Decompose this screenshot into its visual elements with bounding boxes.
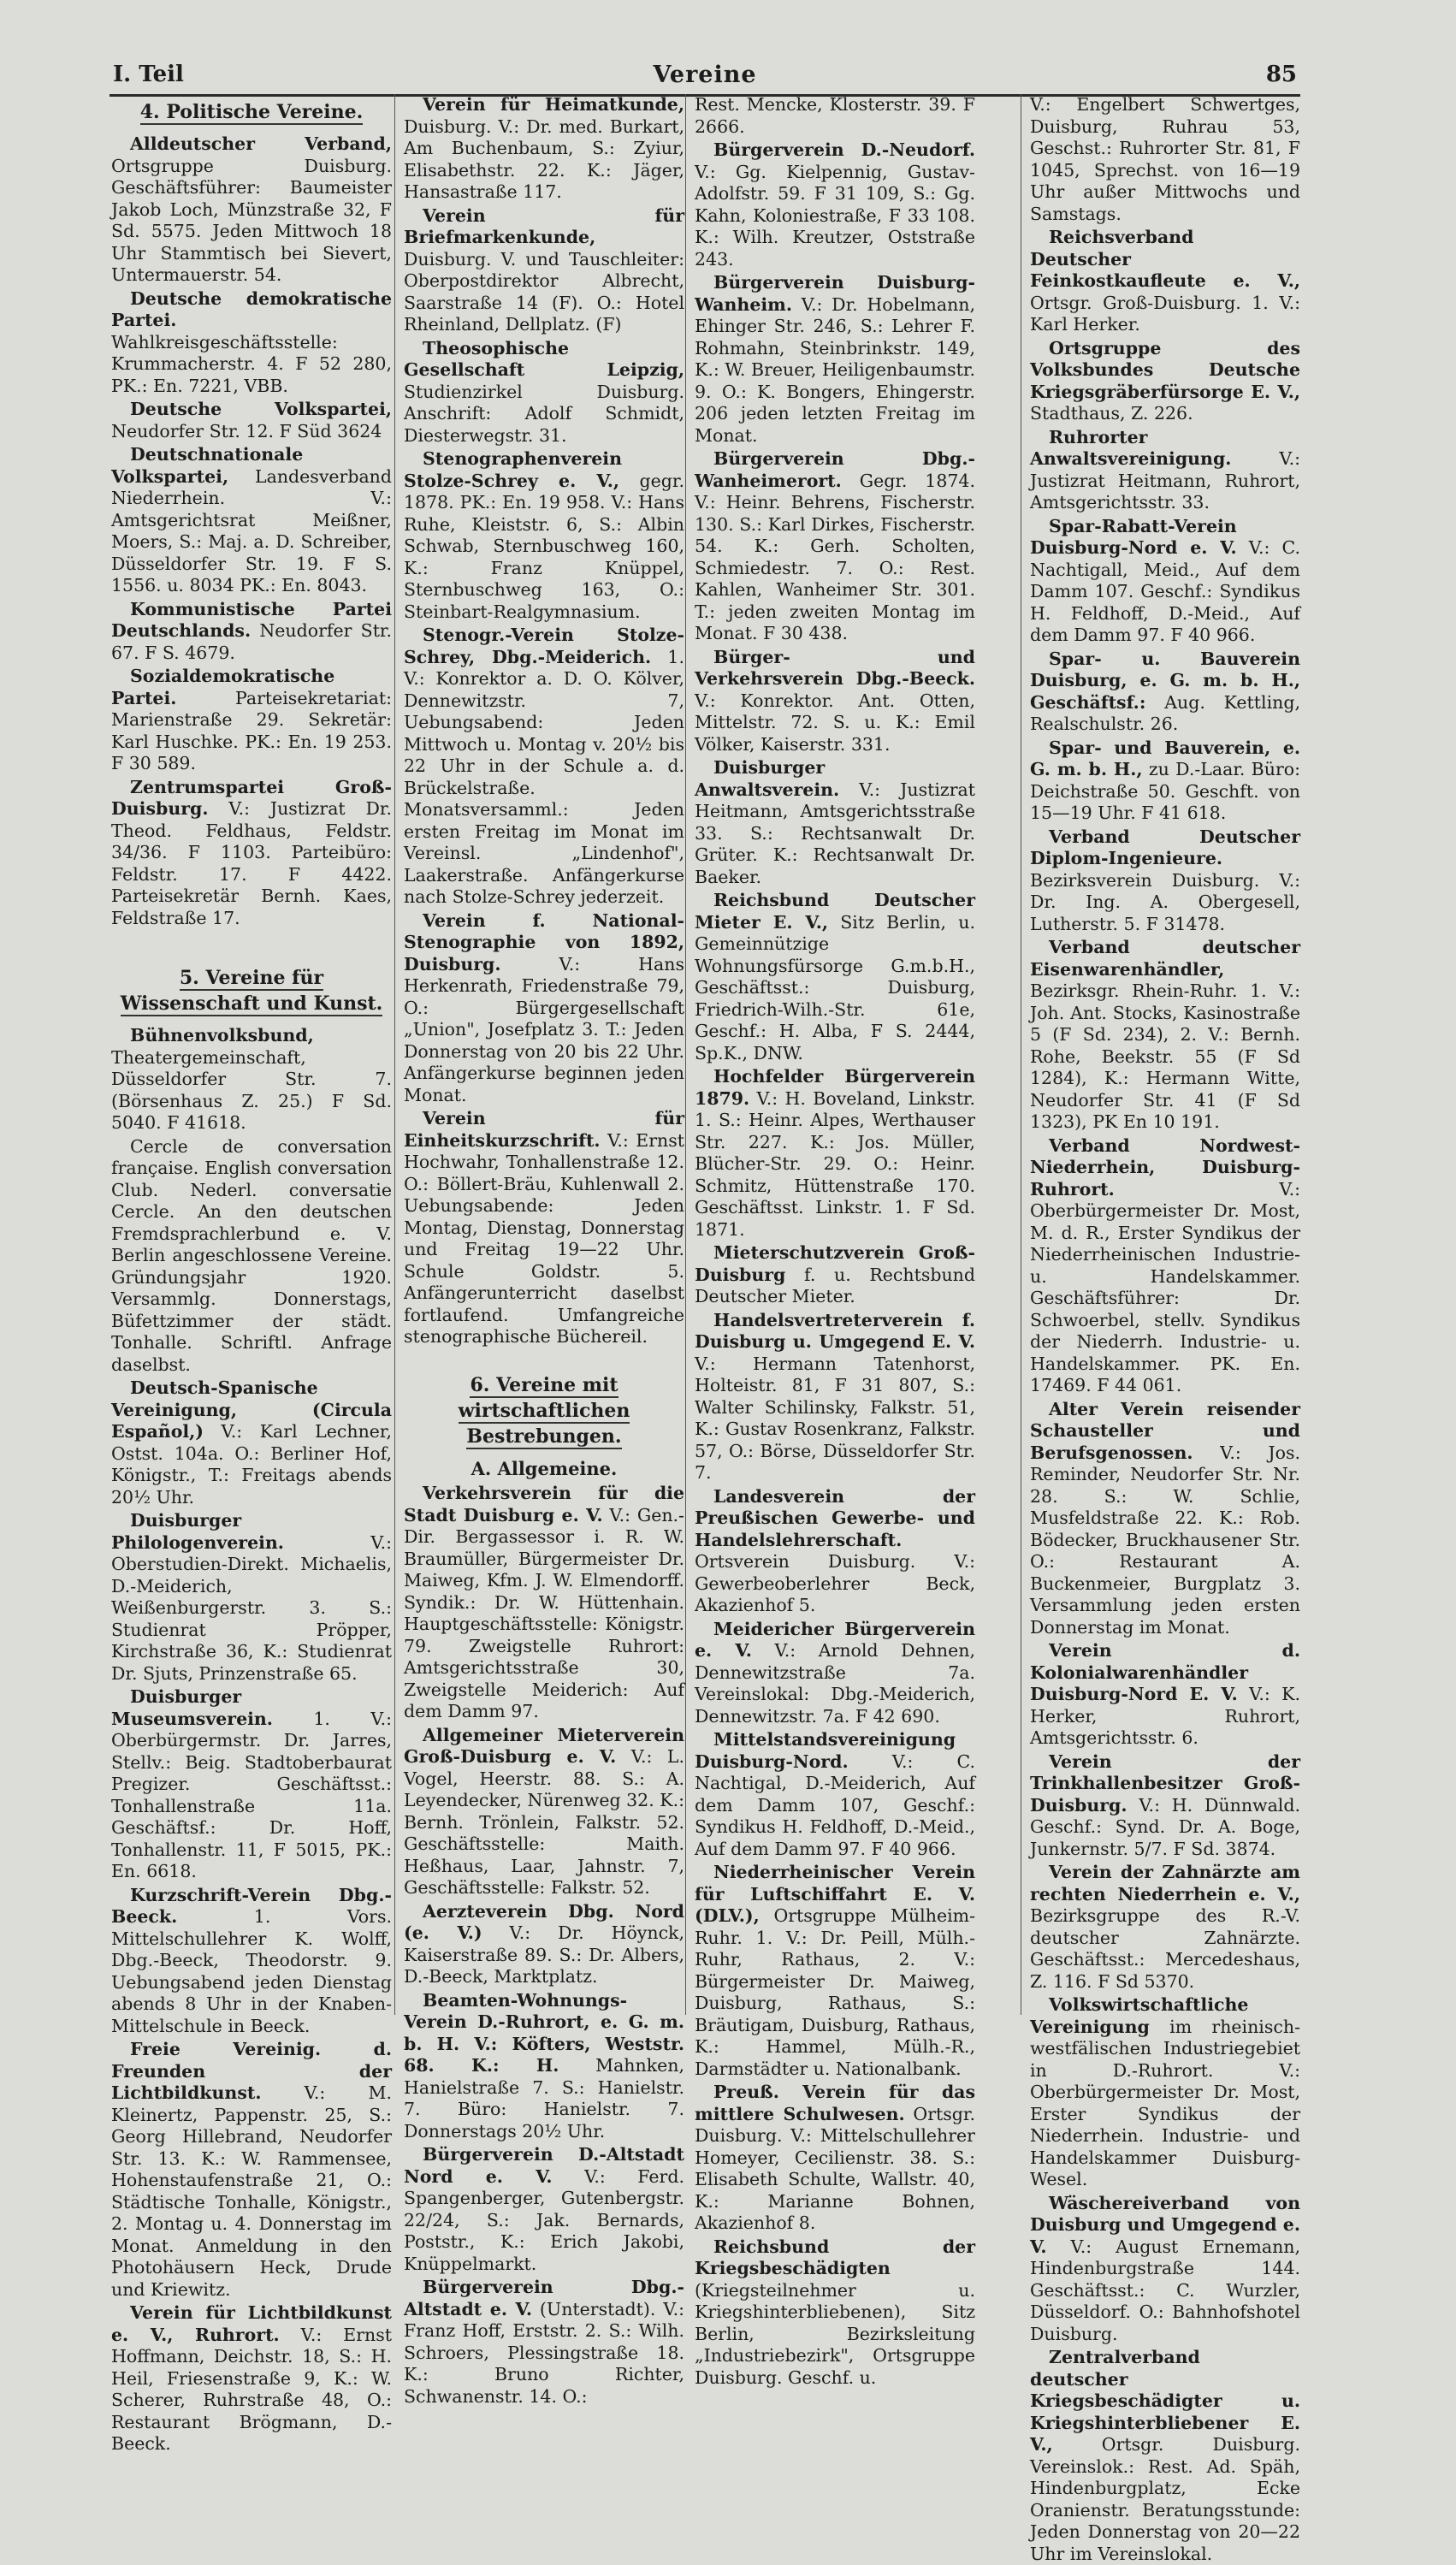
column-4 xyxy=(1030,94,1301,2564)
entry: Ortsgruppe des Volksbundes Deutsche Kriegsgräberfürsorge E. V., Stadthaus, Z. 226. xyxy=(1030,337,1300,424)
entry: Verein der Trinkhallenbesitzer Groß-Duisburg. V.: H. Dünnwald. Geschf.: Synd. Dr. A. Boge, Junkernstr. 5/7. F Sd. 3874. xyxy=(1030,1750,1300,1859)
entry: Verein für Lichtbildkunst e. V., Ruhrort. V.: Ernst Hoffmann, Deichstr. 18, S.: H. Heil, Friesenstraße 9, K.: W. Scherer, Ruhrstraße 48, O.: Restaurant Brögmann, D.-Beeck. xyxy=(111,2302,392,2454)
entry: Zentralverband deutscher Kriegsbeschädigter u. Kriegshinterbliebener E. V., Ortsgr. Duisburg. Vereinslok.: Rest. Ad. Späh, Hindenburgplatz, Ecke Oranienstr. Beratungsstunde: Jeden Donnerstag von 20—22 Uhr im Vereinslokal. xyxy=(1030,2347,1300,2564)
entry: Alter Verein reisender Schausteller und Berufsgenossen. V.: Jos. Reminder, Neudorfer Str. Nr. 28. S.: W. Schlie, Musfeldstraße 22. K.: Rob. Bödecker, Bruckhausener Str. O.: Restaurant A. Buckenmeier, Burgplatz 3. Versammlung jeden ersten Donnerstag im Monat. xyxy=(1030,1398,1300,1638)
entry: Mieterschutzverein Groß-Duisburg f. u. Rechtsbund Deutscher Mieter. xyxy=(695,1242,975,1306)
entry: Stenogr.-Verein Stolze-Schrey, Dbg.-Meiderich. 1. V.: Konrektor a. D. O. Kölver, Dennewitzstr. 7, Uebungsabend: Jeden Mittwoch u. Montag v. 20½ bis 22 Uhr in der Schule a. d. Brückelstraße. Monatsversamml.: Jeden ersten Freitag im Monat im Vereinsl. „Lindenhof", Laakerstraße. Anfängerkurse nach Stolze-Schrey jederzeit. xyxy=(404,625,684,907)
entry: Spar-Rabatt-Verein Duisburg-Nord e. V. V.: C. Nachtigall, Meid., Auf dem Damm 107. Geschf.: Syndikus H. Feldhoff, D.-Meid., Auf dem Damm 97. F 40 966. xyxy=(1030,515,1300,645)
entry: Verband Deutscher Diplom-Ingenieure. Bezirksverein Duisburg. V.: Dr. Ing. A. Obergesell, Lutherstr. 5. F 31478. xyxy=(1030,826,1300,934)
entry: Ruhrorter Anwaltsvereinigung. V.: Justizrat Heitmann, Ruhrort, Amtsgerichtsstr. 33. xyxy=(1030,426,1300,512)
entry: Cercle de conversation française. English conversation Club. Nederl. conversatie Cercle. An den deutschen Fremdsprachlerbund e. V. Berlin angeschlossene Vereine. Gründungsjahr 1920. Versammlg. Donnerstags, Büfettzimmer der städt. Tonhalle. Schriftl. Anfrage daselbst. xyxy=(111,1135,392,1375)
entry: Kommunistische Partei Deutschlands. Neudorfer Str. 67. F S. 4679. xyxy=(111,598,392,663)
entry: Duisburger Anwaltsverein. V.: Justizrat Heitmann, Amtsgerichtsstraße 33. S.: Rechtsanwalt Dr. Grüter. K.: Rechtsanwalt Dr. Baeker. xyxy=(695,757,975,887)
section-heading: 6. Vereine mit wirtschaftlichen Bestrebungen. xyxy=(458,1373,630,1448)
page-header xyxy=(109,60,1300,97)
entry: Bürgerverein Dbg.-Altstadt e. V. (Unterstadt). V.: Franz Hoff, Erststr. 2. S.: Wilh. Schroers, Plessingstraße 18. K.: Bruno Richter, Schwanenstr. 14. O.: xyxy=(404,2277,684,2407)
entry: Verkehrsverein für die Stadt Duisburg e. V. V.: Gen.-Dir. Bergassessor i. R. W. Braumüller, Bürgermeister Dr. Maiweg, Kfm. J. W. Elmendorff. Syndik.: Dr. W. Hüttenhain. Hauptgeschäftsstelle: Königstr. 79. Zweigstelle Ruhrort: Amtsgerichtsstraße 30, Zweigstelle Meiderich: Auf dem Damm 97. xyxy=(404,1483,684,1721)
page-title: Vereine xyxy=(653,62,757,88)
entry: Bürgerverein D.-Neudorf. V.: Gg. Kielpennig, Gustav-Adolfstr. 59. F 31 109, S.: Gg. Kahn, Koloniestraße, F 33 108. K.: Wilh. Kreutzer, Oststraße 243. xyxy=(695,139,975,270)
entry: Bühnenvolksbund, Theatergemeinschaft, Düsseldorfer Str. 7. (Börsenhaus Z. 25.) F Sd. 5040. F 41618. xyxy=(111,1025,392,1133)
subsection-heading: A. Allgemeine. xyxy=(471,1457,618,1479)
entry: Verein f. National-Stenographie von 1892, Duisburg. V.: Hans Herkenrath, Friedenstraße 79, O.: Bürgergesellschaft „Union", Josefplatz 3. T.: Jeden Donnerstag von 20 bis 22 Uhr. Anfängerkurse beginnen jeden Monat. xyxy=(404,909,684,1105)
entry: Deutschnationale Volkspartei, Landesverband Niederrhein. V.: Amtsgerichtsrat Meißner, Moers, S.: Maj. a. D. Schreiber, Düsseldorfer Str. 19. F S. 1556. u. 8034 PK.: En. 8043. xyxy=(111,444,392,595)
entry: Allgemeiner Mieterverein Groß-Duisburg e. V. V.: L. Vogel, Heerstr. 88. S.: A. Leyendecker, Nürenweg 32. K.: Bernh. Trönlein, Falkstr. 52. Geschäftsstelle: Maith. Heßhaus, Laar, Jahnstr. 7, Geschäftsstelle: Falkstr. 52. xyxy=(404,1724,684,1898)
entry: Niederrheinischer Verein für Luftschiffahrt E. V. (DLV.), Ortsgruppe Mülheim-Ruhr. 1. V.: Dr. Peill, Mülh.-Ruhr, Rathaus, 2. V.: Bürgermeister Dr. Maiweg, Duisburg, Rathaus, S.: Bräutigam, Duisburg, Rathaus, K.: Hammel, Mülh.-R., Darmstädter u. Nationalbank. xyxy=(695,1862,975,2079)
entry: Alldeutscher Verband, Ortsgruppe Duisburg. Geschäftsführer: Baumeister Jakob Loch, Münzstraße 32, F Sd. 5575. Jeden Mittwoch 18 Uhr Stammtisch bei Sievert, Untermauerstr. 54. xyxy=(111,133,392,285)
entry: Verein d. Kolonialwarenhändler Duisburg-Nord E. V. V.: K. Herker, Ruhrort, Amtsgerichtsstr. 6. xyxy=(1030,1640,1301,1748)
entry: Verband Nordwest-Niederrhein, Duisburg-Ruhrort. V.: Oberbürgermeister Dr. Most, M. d. R., Erster Syndikus der Niederrheinischen Industrie- u. Handelskammer. Geschäftsführer: Dr. Schwoerbel, stellv. Syndikus der Niederrh. Industrie- u. Handelskammer. PK. En. 17469. F 44 061. xyxy=(1030,1134,1300,1395)
entry: Bürgerverein Duisburg-Wanheim. V.: Dr. Hobelmann, Ehinger Str. 246, S.: Lehrer F. Rohmahn, Steinbrinkstr. 149, K.: W. Breuer, Heiligenbaumstr. 9. O.: K. Bongers, Ehingerstr. 206 jeden letzten Freitag im Monat. xyxy=(695,272,975,446)
entry: Spar- und Bauverein, e. G. m. b. H., zu D.-Laar. Büro: Deichstraße 50. Geschft. von 15—19 Uhr. F 41 618. xyxy=(1030,737,1300,823)
entry: Spar- u. Bauverein Duisburg, e. G. m. b. H., Geschäftsf.: Aug. Kettling, Realschulstr. 26. xyxy=(1030,648,1300,734)
entry: Sozialdemokratische Partei. Parteisekretariat: Marienstraße 29. Sekretär: Karl Huschke. PK.: En. 19 253. F 30 589. xyxy=(111,666,392,773)
entry: Verband deutscher Eisenwarenhändler, Bezirksgr. Rhein-Ruhr. 1. V.: Joh. Ant. Stocks, Kasinostraße 5 (F Sd. 234), 2. V.: Bernh. Rohe, Beekstr. 55 (F Sd 1284), K.: Hermann Witte, Neudorfer Str. 41 (F Sd 1323), PK En 10 191. xyxy=(1030,937,1300,1132)
entry: Verein für Heimatkunde, Duisburg. V.: Dr. med. Burkart, Am Buchenbaum, S.: Zyiur, Elisabethstr. 22. K.: Jäger, Hansastraße 117. xyxy=(404,94,684,202)
entry: Deutsche demokratische Partei. Wahlkreisgeschäftsstelle: Krummacherstr. 4. F 52 280, PK.: En. 7221, VBB. xyxy=(111,287,392,396)
entry: Meidericher Bürgerverein e. V. V.: Arnold Dehnen, Dennewitzstraße 7a. Vereinslokal: Dbg.-Meiderich, Dennewitzstr. 7a. F 42 690. xyxy=(695,1618,975,1727)
entry: Deutsch-Spanische Vereinigung, (Circula Español,) V.: Karl Lechner, Ostst. 104a. O.: Berliner Hof, Königstr., T.: Freitags abends 20½ Uhr. xyxy=(111,1377,392,1508)
entry: Verein für Briefmarkenkunde, Duisburg. V. und Tauschleiter: Oberpostdirektor Albrecht, Saarstraße 14 (F). O.: Hotel Rheinland, Dellplatz. (F) xyxy=(404,204,684,335)
entry: Kurzschrift-Verein Dbg.-Beeck. 1. Vors. Mittelschullehrer K. Wolff, Dbg.-Beeck, Theodorstr. 9. Uebungsabend jeden Dienstag abends 8 Uhr in der Knaben-Mittelschule in Beeck. xyxy=(111,1884,392,2036)
column-1 xyxy=(111,94,392,2454)
section-heading: 5. Vereine für Wissenschaft und Kunst. xyxy=(120,967,383,1015)
entry: Wäschereiverband von Duisburg und Umgegend e. V. V.: August Ernemann, Hindenburgstraße 144. Geschäftsst.: C. Wurzler, Düsseldorf. O.: Bahnhofshotel Duisburg. xyxy=(1030,2192,1300,2344)
entry: Handelsvertreterverein f. Duisburg u. Umgegend E. V. V.: Hermann Tatenhorst, Holteistr. 81, F 31 807, S.: Walter Schilinsky, Falkstr. 51, K.: Gustav Rosenkranz, Falkstr. 57, O.: Börse, Düsseldorfer Str. 7. xyxy=(695,1309,975,1483)
entry: Bürger- und Verkehrsverein Dbg.-Beeck. V.: Konrektor. Ant. Otten, Mittelstr. 72. S. u. K.: Emil Völker, Kaiserstr. 331. xyxy=(695,646,975,755)
entry: Duisburger Museumsverein. 1. V.: Oberbürgermstr. Dr. Jarres, Stellv.: Beig. Stadtoberbaurat Pregizer. Geschäftsst.: Tonhallenstraße 11a. Geschäftsf.: Dr. Hoff, Tonhallenstr. 11, F 5015, PK.: En. 6618. xyxy=(111,1686,392,1881)
entry: Reichsbund der Kriegsbeschädigten (Kriegsteilnehmer u. Kriegshinterbliebenen), Sitz Berlin, Bezirksleitung „Industriebezirk", Ortsgruppe Duisburg. Geschf. u. xyxy=(695,2236,975,2388)
column-rule xyxy=(394,94,395,2015)
entry: Reichsbund Deutscher Mieter E. V., Sitz Berlin, u. Gemeinnützige Wohnungsfürsorge G.m.b.H., Geschäftsst.: Duisburg, Friedrich-Wilh.-Str. 61e, Geschf.: H. Alba, F S. 2444, Sp.K., DNW. xyxy=(695,890,975,1063)
entry: Verein der Zahnärzte am rechten Niederrhein e. V., Bezirksgruppe des R.-V. deutscher Zahnärzte. Geschäftsst.: Mercedeshaus, Z. 116. F Sd 5370. xyxy=(1030,1862,1300,1992)
entry: Stenographenverein Stolze-Schrey e. V., gegr. 1878. PK.: En. 19 958. V.: Hans Ruhe, Kleiststr. 6, S.: Albin Schwab, Sternbuschweg 160, K.: Franz Knüppel, Sternbuschweg 163, O.: Steinbart-Realgymnasium. xyxy=(404,448,684,622)
entry: V.: Engelbert Schwertges, Duisburg, Ruhrau 53, Geschst.: Ruhrorter Str. 81, F 1045, Sprechst. von 16—19 Uhr außer Mittwochs und Samstags. xyxy=(1030,94,1300,224)
entry: Zentrumspartei Groß-Duisburg. V.: Justizrat Dr. Theod. Feldhaus, Feldstr. 34/36. F 1103. Parteibüro: Feldstr. 17. F 4422. Parteisekretär Bernh. Kaes, Feldstraße 17. xyxy=(111,776,392,928)
entry: Hochfelder Bürgerverein 1879. V.: H. Boveland, Linkstr. 1. S.: Heinr. Alpes, Werthauser Str. 227. K.: Jos. Müller, Blücher-Str. 29. O.: Heinr. Schmitz, Hüttenstraße 170. Geschäftsst. Linkstr. 1. F Sd. 1871. xyxy=(695,1066,975,1240)
entry: Beamten-Wohnungs-Verein D.-Ruhrort, e. G. m. b. H. V.: Köfters, Weststr. 68. K.: H. Mahnken, Hanielstraße 7. S.: Hanielstr. 7. Büro: Hanielstr. 7. Donnerstags 20½ Uhr. xyxy=(404,1989,684,2141)
entry: Landesverein der Preußischen Gewerbe- und Handelslehrerschaft. Ortsverein Duisburg. V.: Gewerbeoberlehrer Beck, Akazienhof 5. xyxy=(695,1485,975,1615)
entry: Aerzteverein Dbg. Nord (e. V.) V.: Dr. Höynck, Kaiserstraße 89. S.: Dr. Albers, D.-Beeck, Marktplatz. xyxy=(404,1900,684,1987)
page-number: 85 xyxy=(1265,62,1297,87)
entry: Bürgerverein D.-Altstadt Nord e. V. V.: Ferd. Spangenberger, Gutenbergstr. 22/24, S.: Jak. Bernards, Poststr., K.: Erich Jakobi, Knüppelmarkt. xyxy=(404,2144,684,2274)
section-heading: 4. Politische Vereine. xyxy=(139,101,364,123)
entry: Freie Vereinig. d. Freunden der Lichtbildkunst. V.: M. Kleinertz, Pappenstr. 25, S.: Georg Hillebrand, Neudorfer Str. 13. K.: W. Rammensee, Hohenstaufenstraße 21, O.: Städtische Tonhalle, Königstr., 2. Montag u. 4. Donnerstag im Monat. Anmeldung in den Photohäusern Heck, Drude und Kriewitz. xyxy=(111,2039,392,2300)
entry: Deutsche Volkspartei, Neudorfer Str. 12. F Süd 3624 xyxy=(111,399,392,441)
column-2 xyxy=(404,94,684,2407)
column-rule xyxy=(685,94,686,2015)
entry: Rest. Mencke, Klosterstr. 39. F 2666. xyxy=(695,94,975,137)
entry: Bürgerverein Dbg.-Wanheimerort. Gegr. 1874. V.: Heinr. Behrens, Fischerstr. 130. S.: Karl Dirkes, Fischerstr. 54. K.: Gerh. Scholten, Schmiedestr. 7. O.: Rest. Kahlen, Wanheimer Str. 301. T.: jeden zweiten Montag im Monat. F 30 438. xyxy=(695,448,975,643)
entry: Theosophische Gesellschaft Leipzig, Studienzirkel Duisburg. Anschrift: Adolf Schmidt, Diesterwegstr. 31. xyxy=(404,337,684,446)
entry: Volkswirtschaftliche Vereinigung im rheinisch-westfälischen Industriegebiet in D.-Ruhrort. V.: Oberbürgermeister Dr. Most, Erster Syndikus der Niederrhein. Industrie- und Handelskammer Duisburg-Wesel. xyxy=(1030,1994,1300,2189)
entry: Mittelstandsvereinigung Duisburg-Nord. V.: C. Nachtigal, D.-Meiderich, Auf dem Damm 107, Geschf.: Syndikus H. Feldhoff, D.-Meid., Auf dem Damm 97. F 40 966. xyxy=(695,1729,975,1859)
entry: Duisburger Philologenverein. V.: Oberstudien-Direkt. Michaelis, D.-Meiderich, Weißenburgerstr. 3. S.: Studienrat Pröpper, Kirchstraße 36, K.: Studienrat Dr. Sjuts, Prinzenstraße 65. xyxy=(111,1510,392,1684)
column-3 xyxy=(695,94,975,2388)
section-label: I. Teil xyxy=(113,62,184,87)
entry: Preuß. Verein für das mittlere Schulwesen. Ortsgr. Duisburg. V.: Mittelschullehrer Homeyer, Cecilienstr. 38. S.: Elisabeth Schulte, Wallstr. 40, K.: Marianne Bohnen, Akazienhof 8. xyxy=(695,2082,975,2233)
entry: Verein für Einheitskurzschrift. V.: Ernst Hochwahr, Tonhallenstraße 12. O.: Böllert-Bräu, Kuhlenwall 2. Uebungsabende: Jeden Montag, Dienstag, Donnerstag und Freitag 19—22 Uhr. Schule Goldstr. 5. Anfängerunterricht daselbst fortlaufend. Umfangreiche stenographische Büchereil. xyxy=(404,1108,684,1347)
entry: Reichsverband Deutscher Feinkostkaufleute e. V., Ortsgr. Groß-Duisburg. 1. V.: Karl Herker. xyxy=(1030,227,1300,335)
